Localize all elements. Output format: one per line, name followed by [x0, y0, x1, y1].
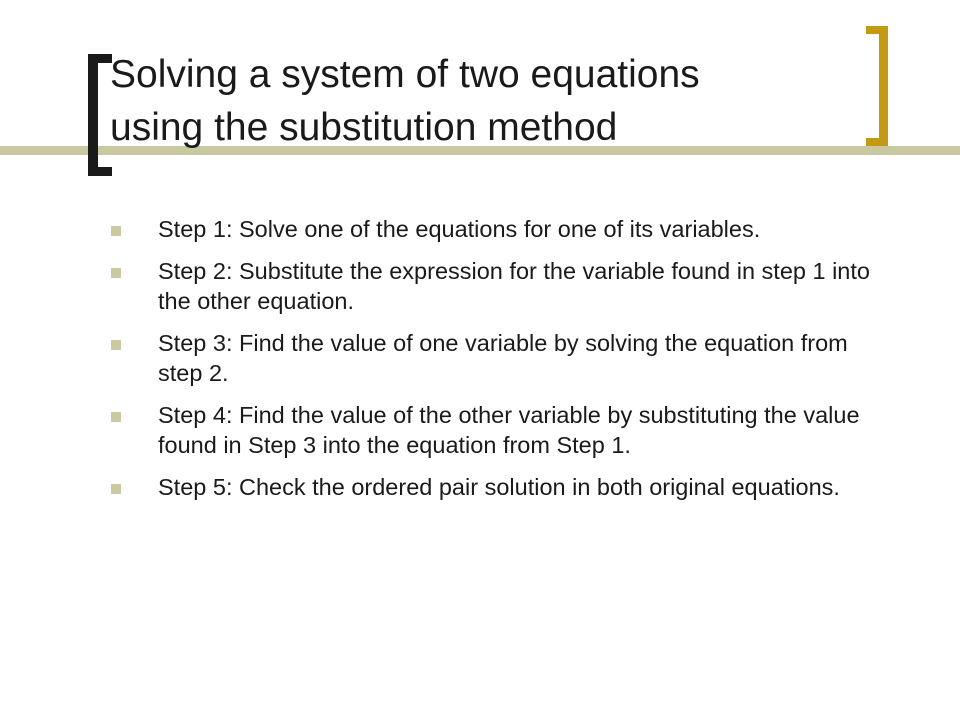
square-bullet-icon — [111, 412, 121, 422]
step-text-4: Step 4: Find the value of the other variable by substituting the value found in Step 3 into the equation from Step 1. — [158, 402, 860, 458]
step-text-1: Step 1: Solve one of the equations for one of its variables. — [158, 216, 761, 242]
square-bullet-icon — [111, 226, 121, 236]
slide-title — [110, 48, 870, 154]
step-item-1 — [110, 214, 870, 244]
step-text-2: Step 2: Substitute the expression for the variable found in step 1 into the other equation. — [158, 258, 870, 314]
step-text-3: Step 3: Find the value of one variable by solving the equation from step 2. — [158, 330, 848, 386]
step-item-4 — [110, 400, 870, 460]
step-text-5: Step 5: Check the ordered pair solution in both original equations. — [158, 474, 840, 500]
slide-title-line-1: Solving a system of two equations — [110, 53, 700, 96]
square-bullet-icon — [111, 268, 121, 278]
square-bullet-icon — [111, 484, 121, 494]
square-bullet-icon — [111, 340, 121, 350]
slide-title-line-2: using the substitution method — [110, 106, 618, 149]
step-item-5 — [110, 472, 870, 502]
left-bracket-icon — [88, 54, 112, 176]
step-item-3 — [110, 328, 870, 388]
step-list — [110, 214, 870, 514]
step-item-2 — [110, 256, 870, 316]
